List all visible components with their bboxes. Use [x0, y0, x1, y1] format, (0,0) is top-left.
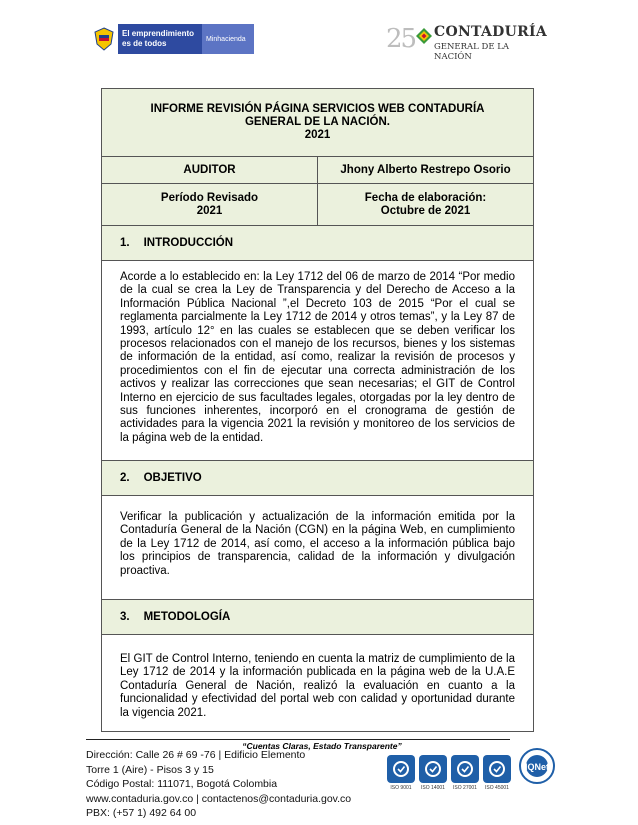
- date-cell: [318, 184, 533, 225]
- auditor-name: Jhony Alberto Restrepo Osorio: [340, 163, 511, 176]
- footer-slogan: “Cuentas Claras, Estado Transparente”: [242, 741, 402, 751]
- cgn-subtitle: GENERAL DE LA NACIÓN: [434, 42, 510, 62]
- certification-badge: [451, 755, 479, 791]
- gov-tag-line2: es de todos: [122, 39, 167, 48]
- cert-label: ISO 14001: [421, 785, 445, 791]
- iqnet-seal-icon: [516, 747, 558, 797]
- footer-contact-info: [86, 748, 351, 821]
- footer-address: Dirección: Calle 26 # 69 -76 | Edificio Elemento: [86, 749, 306, 761]
- certification-badge: [419, 755, 447, 791]
- section-body-metodologia: El GIT de Control Interno, teniendo en cuenta la matriz de cumplimiento de la Ley 1712 de 2014 y la información publicada en la página web de la U.A.E Contaduría General de Nación, realizó la evaluación en cuanto a la funcionalidad y efectividad del portal web con calidad y oportunidad durante la vigencia 2021.: [120, 653, 515, 719]
- icontec-seal-icon: [451, 755, 479, 783]
- date-value: Octubre de 2021: [380, 204, 471, 217]
- cert-label: ISO 45001: [485, 785, 509, 791]
- date-label: Fecha de elaboración:: [364, 191, 487, 204]
- section-heading-introduccion: [102, 226, 533, 261]
- report-table: [101, 88, 534, 732]
- certification-badges: [387, 747, 557, 817]
- cgn-anniversary-number: 25: [386, 24, 416, 54]
- icontec-seal-icon: [483, 755, 511, 783]
- title-line2: GENERAL DE LA NACIÓN.: [244, 116, 391, 128]
- iqnet-label: IQNet: [524, 762, 550, 772]
- section-number: 1.: [120, 237, 130, 249]
- title-line1: INFORME REVISIÓN PÁGINA SERVICIOS WEB CONTADURÍA: [150, 103, 485, 115]
- cert-label: ISO 9001: [390, 785, 412, 791]
- colombia-crest-icon: [90, 24, 118, 54]
- section-title: METODOLOGÍA: [143, 611, 231, 623]
- auditor-label: AUDITOR: [102, 157, 318, 183]
- cgn-mark-icon: [416, 28, 432, 44]
- cgn-logo: [386, 22, 548, 62]
- icontec-seal-icon: [387, 755, 415, 783]
- period-label: Período Revisado: [160, 191, 259, 204]
- gov-tagline: [118, 24, 202, 54]
- section-number: 3.: [120, 611, 130, 623]
- gov-tag-line1: El emprendimiento: [122, 29, 195, 38]
- icontec-seal-icon: [419, 755, 447, 783]
- auditor-row: [102, 157, 533, 184]
- section-body-objetivo: Verificar la publicación y actualización de la información emitida por la Contaduría General de la Nación (CGN) en la página Web, en cumplimiento de la Ley 1712 de 2014, así como, el acceso a la información pública bajo los principios de transparencia, calidad de la información y divulgación proactiva.: [102, 496, 533, 600]
- certification-badge: [387, 755, 415, 791]
- period-value: 2021: [196, 204, 223, 217]
- ministry-label: Minhacienda: [202, 24, 254, 54]
- section-title: INTRODUCCIÓN: [143, 237, 234, 249]
- gov-banner: [90, 24, 254, 54]
- cert-label: ISO 27001: [453, 785, 477, 791]
- period-row: [102, 184, 533, 226]
- footer-postal: Código Postal: 111071, Bogotá Colombia: [86, 778, 278, 790]
- section-body-introduccion: Acorde a lo establecido en: la Ley 1712 del 06 de marzo de 2014 “Por medio de la cual se crea la Ley de Transparencia y del Derecho de Acceso a la Información Pública Nacional ”,el Decreto 103 de 2015 “Por el cual se reglamenta parcialmente la Ley 1712 de 2014 y otros temas”, y la Ley 87 de 1993, artículo 12° en las cuales se establecen que se deben verificar los procesos relacionados con el manejo de los recursos, bienes y los sistemas de información de la entidad, así como, realizar la revisión de procesos y procedimientos con el fin de ejecutar una correcta administración de los activos y realizar las correcciones que sean necesarias; el GIT de Control Interno en ejercicio de sus facultades legales, otorgadas por la ley dentro de sus funciones inherentes, incorporó en el cronograma de gestión de actividades para la vigencia 2021 la revisión y monitoreo de los servicios de la página web de la entidad.: [102, 261, 533, 461]
- section-heading-objetivo: [102, 461, 533, 496]
- certification-badge: [483, 755, 511, 791]
- section-number: 2.: [120, 472, 130, 484]
- section-heading-metodologia: [102, 600, 533, 635]
- cgn-name: CONTADURÍA: [434, 24, 548, 40]
- footer-tower: Torre 1 (Aire) - Pisos 3 y 15: [86, 763, 214, 776]
- footer-phone: PBX: (+57 1) 492 64 00: [86, 807, 197, 819]
- section-title: OBJETIVO: [143, 472, 202, 484]
- footer-web-link[interactable]: www.contaduria.gov.co | contactenos@contaduria.gov.co: [86, 792, 352, 805]
- title-year: 2021: [304, 129, 331, 141]
- period-cell: [102, 184, 318, 225]
- footer-divider: [86, 739, 510, 740]
- report-title: [102, 89, 533, 157]
